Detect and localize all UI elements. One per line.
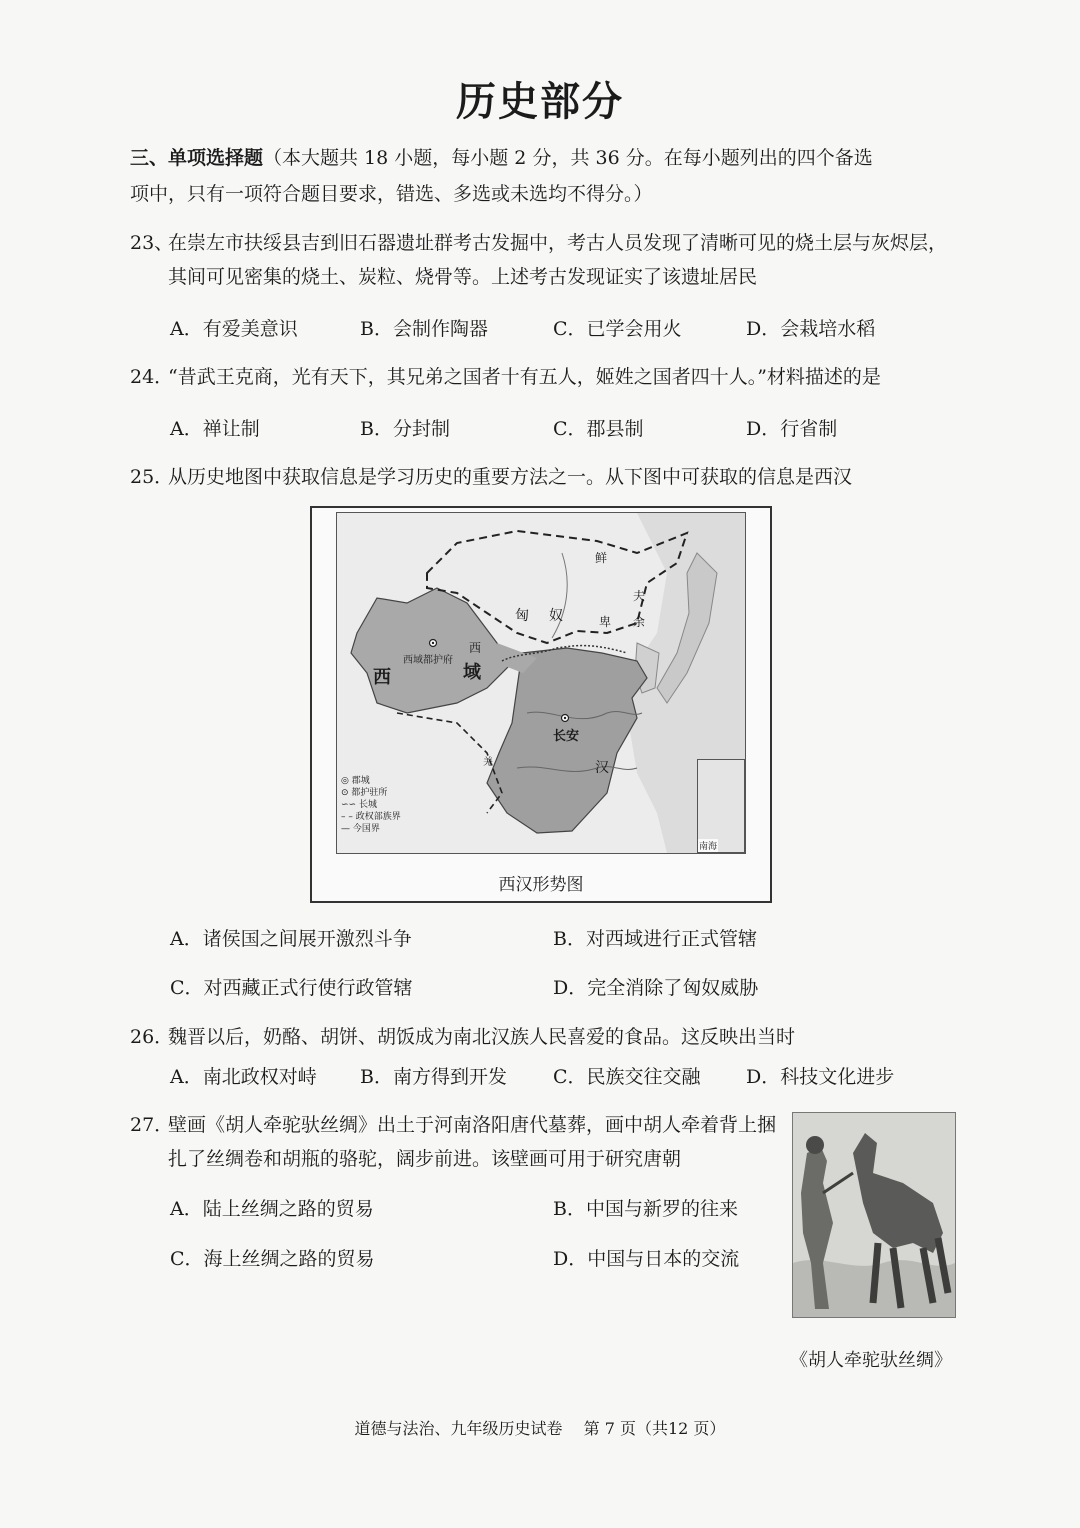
question-23-stem-line-1: 在崇左市扶绥县吉到旧石器遗址群考古发掘中，考古人员发现了清晰可见的烧土层与灰烬层， [168, 232, 948, 254]
question-23-option-b[interactable]: B．会制作陶器 [360, 318, 488, 340]
question-24-option-a[interactable]: A．禅让制 [170, 418, 260, 440]
question-24-number: 24． [130, 366, 174, 388]
legend-item-1: ◎ 郡城 [341, 776, 370, 786]
map-canvas [336, 512, 746, 854]
question-23-option-c[interactable]: C．已学会用火 [553, 318, 682, 340]
map-caption: 西汉形势图 [498, 875, 584, 895]
question-23-stem-line-2: 其间可见密集的烧土、炭粒、烧骨等。上述考古发现证实了该遗址居民 [168, 266, 758, 288]
question-26-stem-line-1: 魏晋以后，奶酪、胡饼、胡饭成为南北汉族人民喜爱的食品。这反映出当时 [168, 1026, 796, 1048]
question-26-option-c[interactable]: C．民族交往交融 [553, 1066, 701, 1088]
map-label-xiongnu-2: 奴 [549, 608, 563, 624]
map-label-changan: 长安 [553, 729, 580, 744]
question-27-option-d[interactable]: D．中国与日本的交流 [553, 1248, 740, 1270]
section-heading: 三、单项选择题 [130, 147, 264, 169]
map-label-fuyu-1: 夫 [633, 589, 646, 603]
question-25-option-d[interactable]: D．完全消除了匈奴威胁 [553, 977, 759, 999]
question-23-option-d[interactable]: D．会栽培水稻 [746, 318, 876, 340]
question-24-option-d[interactable]: D．行省制 [746, 418, 838, 440]
question-25-option-c[interactable]: C．对西藏正式行使行政管辖 [170, 977, 413, 999]
page-title: 历史部分 [456, 79, 624, 125]
question-25-stem-line-1: 从历史地图中获取信息是学习历史的重要方法之一。从下图中可获取的信息是西汉 [168, 466, 853, 488]
question-25-option-b[interactable]: B．对西域进行正式管辖 [553, 928, 757, 950]
western-han-map [310, 506, 772, 903]
legend-item-5: — 今国界 [341, 824, 380, 834]
map-label-fuyu-2: 余 [633, 615, 646, 629]
map-legend [341, 775, 401, 835]
map-label-qiang: 羌 [483, 757, 493, 768]
section-instructions [130, 140, 960, 212]
legend-item-2: ⊙ 都护驻所 [341, 788, 388, 798]
question-25-option-a[interactable]: A．诸侯国之间展开激烈斗争 [170, 928, 412, 950]
map-label-xiongnu-1: 匈 [515, 608, 529, 624]
question-24-stem-line-1: “昔武王克商，光有天下，其兄弟之国者十有五人，姬姓之国者四十人。”材料描述的是 [168, 366, 881, 388]
question-23-number: 23、 [130, 232, 174, 254]
question-26-number: 26． [130, 1026, 174, 1048]
question-26-option-a[interactable]: A．南北政权对峙 [170, 1066, 317, 1088]
mural-caption: 《胡人牵驼驮丝绸》 [790, 1350, 952, 1371]
map-label-han: 汉 [595, 760, 609, 776]
map-label-xi: 西 [373, 667, 391, 688]
map-label-xianbei: 鲜 [595, 551, 608, 565]
legend-item-4: – – 政权部族界 [341, 812, 401, 822]
question-27-stem-line-1: 壁画《胡人牵驼驮丝绸》出土于河南洛阳唐代墓葬，画中胡人牵着背上捆 [168, 1114, 777, 1136]
south-sea-inset [697, 759, 745, 853]
inset-label: 南海 [698, 839, 718, 852]
question-27-number: 27． [130, 1114, 174, 1136]
map-label-duhufu: 西域都护府 [403, 655, 453, 666]
question-24-option-c[interactable]: C．郡县制 [553, 418, 644, 440]
instruction-line-2: 项中，只有一项符合题目要求，错选、多选或未选均不得分。） [130, 183, 653, 205]
mural-photo [792, 1112, 956, 1318]
question-27-option-c[interactable]: C．海上丝绸之路的贸易 [170, 1248, 375, 1270]
question-26-option-d[interactable]: D．科技文化进步 [746, 1066, 895, 1088]
map-label-yu: 域 [463, 662, 481, 683]
question-23-option-a[interactable]: A．有爱美意识 [170, 318, 298, 340]
question-25-number: 25． [130, 466, 174, 488]
question-24-option-b[interactable]: B．分封制 [360, 418, 450, 440]
question-27-option-b[interactable]: B．中国与新罗的往来 [553, 1198, 738, 1220]
question-26-option-b[interactable]: B．南方得到开发 [360, 1066, 507, 1088]
question-27-stem-line-2: 扎了丝绸卷和胡瓶的骆驼，阔步前进。该壁画可用于研究唐朝 [168, 1148, 682, 1170]
legend-item-3: ∽∽ 长城 [341, 800, 377, 810]
question-27-option-a[interactable]: A．陆上丝绸之路的贸易 [170, 1198, 374, 1220]
page-footer: 道德与法治、九年级历史试卷 第 7 页（共12 页） [354, 1419, 726, 1438]
map-label-xiyu-small: 西 [469, 641, 482, 655]
map-label-wuhuan: 卑 [599, 615, 612, 629]
mural-photo-drawing [793, 1113, 955, 1317]
instruction-line-1: （本大题共 18 小题，每小题 2 分，共 36 分。在每小题列出的四个备选 [263, 147, 873, 169]
